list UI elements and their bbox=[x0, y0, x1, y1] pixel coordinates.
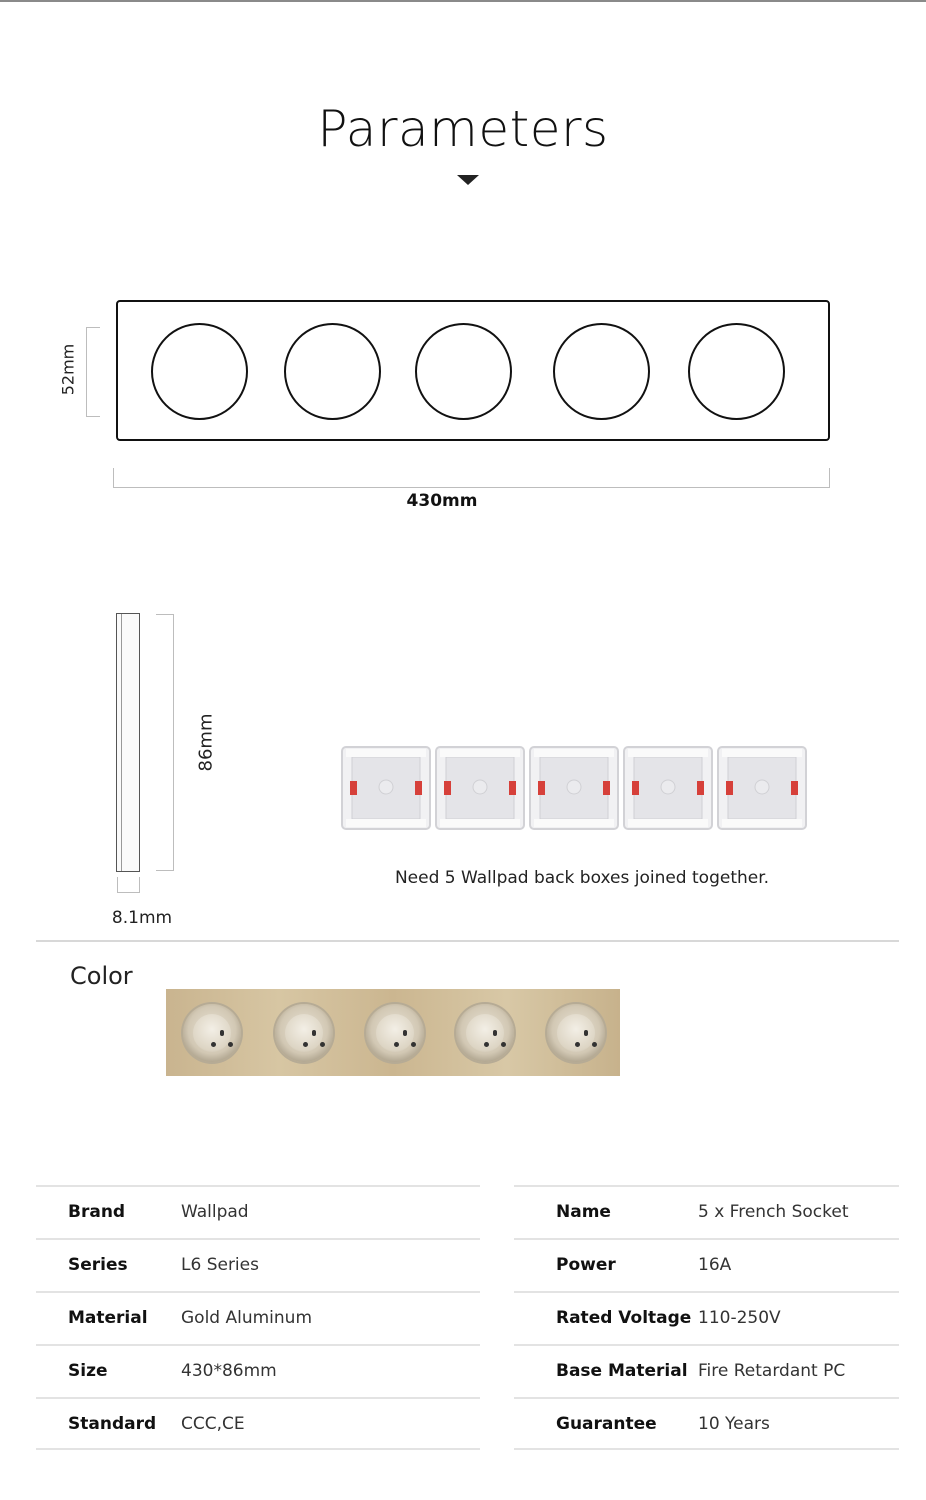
spec-row bbox=[36, 1185, 480, 1238]
spec-value: 430*86mm bbox=[181, 1361, 277, 1381]
depth-dimension-label: 8.1mm bbox=[111, 908, 173, 928]
top-border bbox=[0, 0, 926, 2]
width-bracket bbox=[113, 468, 830, 488]
width-dimension-label: 430mm bbox=[406, 491, 478, 511]
color-label: Color bbox=[70, 962, 133, 990]
spec-key: Series bbox=[68, 1255, 128, 1275]
spec-row bbox=[36, 1344, 480, 1397]
spec-value: L6 Series bbox=[181, 1255, 259, 1275]
spec-row bbox=[514, 1397, 899, 1450]
back-boxes-caption: Need 5 Wallpad back boxes joined together. bbox=[394, 868, 770, 888]
socket-outline bbox=[151, 323, 248, 420]
side-panel-outline bbox=[116, 613, 140, 872]
side-height-bracket bbox=[156, 614, 174, 871]
spec-row bbox=[36, 1238, 480, 1291]
height-dimension-label: 52mm bbox=[58, 343, 78, 396]
back-box bbox=[528, 745, 620, 831]
socket-outline bbox=[284, 323, 381, 420]
spec-row bbox=[514, 1291, 899, 1344]
page-title: Parameters bbox=[317, 100, 609, 158]
french-socket-icon bbox=[275, 1004, 333, 1062]
back-box bbox=[434, 745, 526, 831]
french-socket-icon bbox=[456, 1004, 514, 1062]
side-height-label: 86mm bbox=[195, 713, 217, 772]
gold-panel-swatch[interactable] bbox=[166, 989, 620, 1076]
spec-key: Rated Voltage bbox=[556, 1308, 692, 1328]
back-box bbox=[716, 745, 808, 831]
spec-value: 5 x French Socket bbox=[698, 1202, 849, 1222]
socket-outline bbox=[553, 323, 650, 420]
spec-key: Power bbox=[556, 1255, 616, 1275]
socket-outline bbox=[688, 323, 785, 420]
spec-row bbox=[514, 1185, 899, 1238]
french-socket-icon bbox=[547, 1004, 605, 1062]
spec-row bbox=[36, 1291, 480, 1344]
socket-outline bbox=[415, 323, 512, 420]
french-socket-icon bbox=[183, 1004, 241, 1062]
section-divider bbox=[36, 940, 899, 942]
spec-row bbox=[514, 1238, 899, 1291]
spec-value: CCC,CE bbox=[181, 1414, 245, 1434]
spec-value: 16A bbox=[698, 1255, 732, 1275]
spec-row bbox=[36, 1397, 480, 1450]
spec-value: Fire Retardant PC bbox=[698, 1361, 846, 1381]
spec-key: Guarantee bbox=[556, 1414, 657, 1434]
french-socket-icon bbox=[366, 1004, 424, 1062]
spec-key: Size bbox=[68, 1361, 108, 1381]
height-bracket bbox=[86, 327, 100, 417]
spec-value: Wallpad bbox=[181, 1202, 249, 1222]
triangle-down-icon bbox=[457, 175, 479, 185]
spec-row bbox=[514, 1344, 899, 1397]
spec-key: Brand bbox=[68, 1202, 126, 1222]
spec-key: Base Material bbox=[556, 1361, 688, 1381]
spec-key: Material bbox=[68, 1308, 148, 1328]
spec-value: 110-250V bbox=[698, 1308, 781, 1328]
spec-value: 10 Years bbox=[698, 1414, 770, 1434]
spec-key: Standard bbox=[68, 1414, 157, 1434]
front-panel-outline bbox=[116, 300, 830, 441]
back-box bbox=[622, 745, 714, 831]
spec-key: Name bbox=[556, 1202, 611, 1222]
back-box bbox=[340, 745, 432, 831]
spec-value: Gold Aluminum bbox=[181, 1308, 313, 1328]
depth-bracket bbox=[117, 877, 140, 893]
